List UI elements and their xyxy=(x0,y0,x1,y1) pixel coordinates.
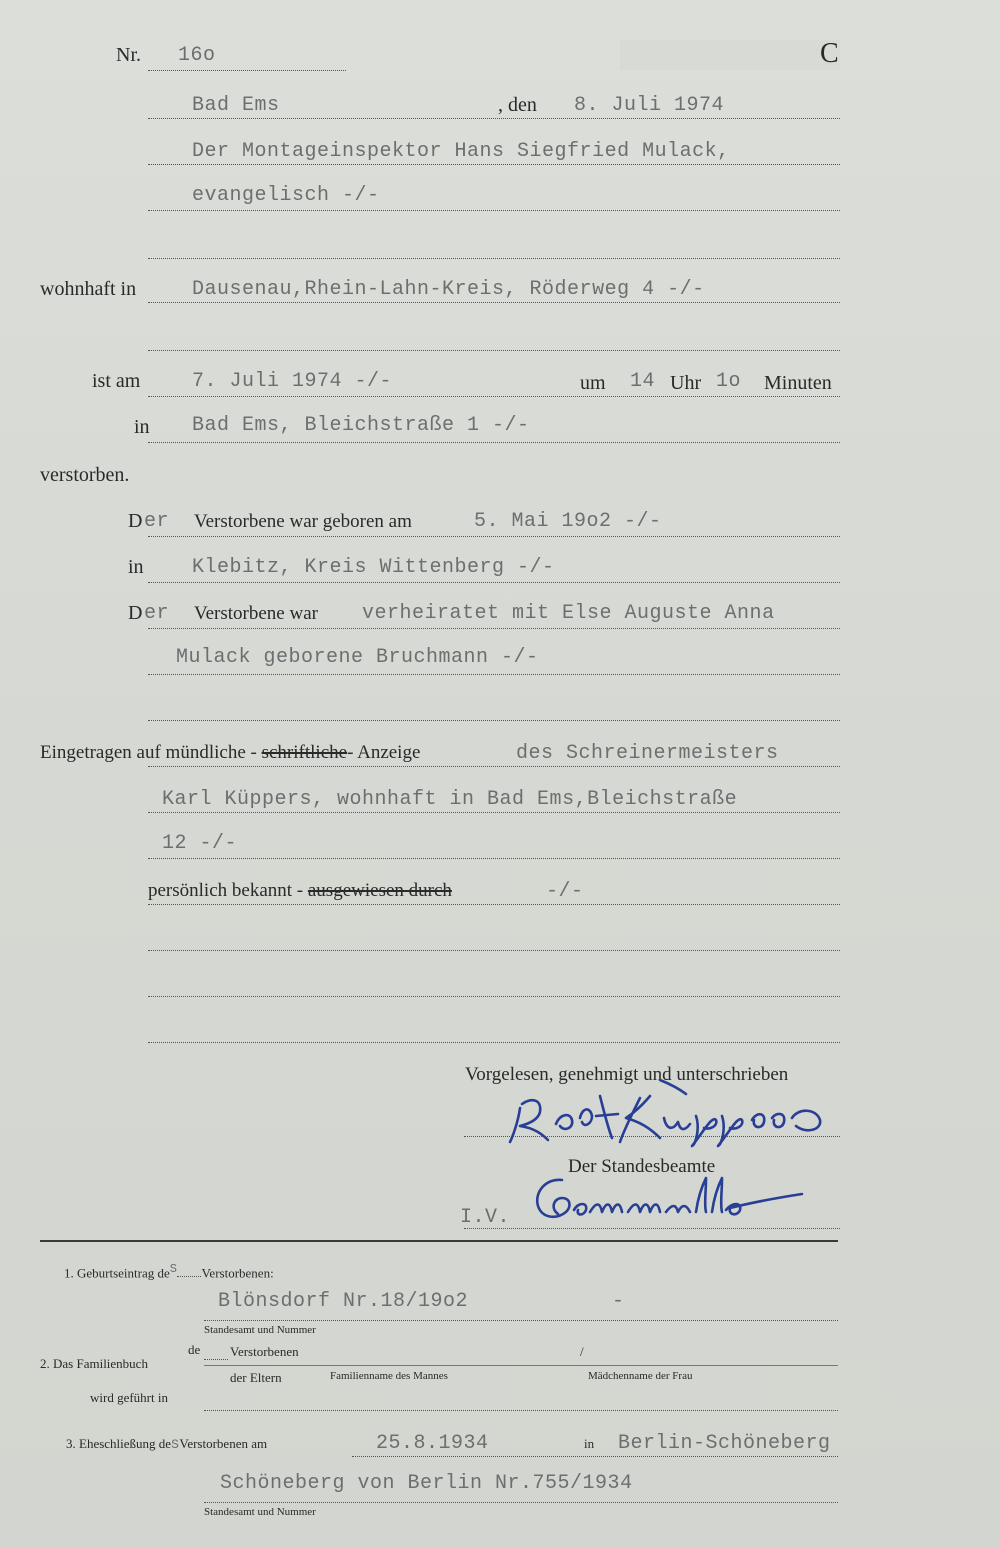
rule xyxy=(148,674,840,675)
footer-item3-label-a: 3. Eheschließung de xyxy=(66,1436,172,1451)
section-separator xyxy=(40,1240,838,1242)
footer-item3-place: Berlin-Schöneberg xyxy=(618,1432,831,1455)
form-letter: C xyxy=(820,38,839,69)
rule xyxy=(204,1320,838,1321)
uhr-label: Uhr xyxy=(670,372,702,394)
marriage-label: Verstorbene war xyxy=(194,603,318,624)
footer-item3-in: in xyxy=(584,1436,595,1451)
minuten-label: Minuten xyxy=(764,372,832,394)
footer-item3-registry: Schöneberg von Berlin Nr.755/1934 xyxy=(220,1472,633,1495)
identity-label xyxy=(148,880,452,902)
registrar-label: Der Standesbeamte xyxy=(568,1156,716,1177)
verstorben-label: verstorben. xyxy=(40,464,130,486)
footer-item1-sup: S xyxy=(169,1262,178,1276)
rule xyxy=(148,996,840,997)
footer-item3-date: 25.8.1934 xyxy=(376,1432,489,1455)
registration-label-part1: Eingetragen auf mündliche - xyxy=(40,742,257,763)
footer-item1-blank xyxy=(177,1276,201,1277)
declarant-line1: Der Montageinspektor Hans Siegfried Mulack, xyxy=(192,140,730,163)
rule xyxy=(204,1359,228,1360)
rule xyxy=(148,258,840,259)
rule xyxy=(148,950,840,951)
registration-label xyxy=(40,742,420,764)
rule xyxy=(148,628,840,629)
footer-item1-value: Blönsdorf Nr.18/19o2 xyxy=(218,1290,469,1313)
footer-item1-label-b: Verstorbenen: xyxy=(201,1265,274,1281)
rule xyxy=(352,1456,838,1457)
registration-value-line3: 12 -/- xyxy=(162,832,238,855)
bleed-through-shadow xyxy=(620,40,840,70)
footer-item2-caption1: Familienname des Mannes xyxy=(330,1370,448,1382)
date-value: 8. Juli 1974 xyxy=(574,94,725,117)
death-date: 7. Juli 1974 -/- xyxy=(192,370,393,393)
rule xyxy=(204,1502,838,1503)
death-place: Bad Ems, Bleichstraße 1 -/- xyxy=(192,414,530,437)
registration-value-line2: Karl Küppers, wohnhaft in Bad Ems,Bleichstraße xyxy=(162,788,738,811)
footer-item1-dash: - xyxy=(612,1290,625,1313)
birth-prefix-typed: er xyxy=(144,510,170,533)
birth-prefix: D xyxy=(128,510,143,532)
signature-registrar xyxy=(526,1168,816,1232)
signature-declarant xyxy=(500,1068,840,1148)
rule xyxy=(148,1042,840,1043)
footer-item2-caption2: Mädchenname der Frau xyxy=(588,1370,693,1382)
marriage-value-line1: verheiratet mit Else Auguste Anna xyxy=(362,602,775,625)
death-in-label: in xyxy=(134,416,150,438)
residence-label: wohnhaft in xyxy=(40,278,137,300)
registration-value-line1: des Schreinermeisters xyxy=(516,742,779,765)
rule xyxy=(148,350,840,351)
rule xyxy=(148,582,840,583)
rule xyxy=(148,302,840,303)
footer-item1-caption: Standesamt und Nummer xyxy=(204,1324,316,1336)
den-label: , den xyxy=(498,94,537,116)
rule xyxy=(148,720,840,721)
rule xyxy=(148,442,840,443)
marriage-prefix: D xyxy=(128,602,143,624)
rule xyxy=(148,858,840,859)
footer-item2-slash: / xyxy=(580,1344,584,1359)
registration-label-struck: schriftliche xyxy=(261,742,348,763)
nr-label: Nr. xyxy=(116,44,141,66)
marriage-value-line2: Mulack geborene Bruchmann -/- xyxy=(176,646,539,669)
rule xyxy=(148,210,840,211)
footer-item2-verstorbenen: Verstorbenen xyxy=(230,1344,299,1359)
footer-item3-caption: Standesamt und Nummer xyxy=(204,1506,316,1518)
birth-in-label: in xyxy=(128,556,144,578)
death-minutes: 1o xyxy=(716,370,742,393)
birth-place: Klebitz, Kreis Wittenberg -/- xyxy=(192,556,555,579)
rule xyxy=(148,118,840,119)
footer-item3-label-b: Verstorbenen am xyxy=(179,1436,268,1451)
footer-item1-label-a: 1. Geburtseintrag de xyxy=(64,1265,170,1281)
identity-label-struck: ausgewiesen durch xyxy=(307,880,452,901)
rule xyxy=(148,536,840,537)
nr-value: 16o xyxy=(178,44,216,67)
declarant-line2: evangelisch -/- xyxy=(192,184,380,207)
footer-item2-label-a: 2. Das Familienbuch xyxy=(40,1356,148,1371)
rule xyxy=(148,164,840,165)
footer-item3-label xyxy=(66,1436,267,1452)
rule xyxy=(148,812,840,813)
rule xyxy=(204,1410,838,1411)
rule xyxy=(148,904,840,905)
footer-item1-label xyxy=(64,1262,274,1281)
rule xyxy=(148,396,840,397)
rule xyxy=(148,766,840,767)
um-label: um xyxy=(580,372,606,394)
ist-am-label: ist am xyxy=(92,370,141,392)
footer-item2-label-b: wird geführt in xyxy=(90,1390,168,1405)
footer-item3-sup: S xyxy=(171,1437,180,1452)
residence-value: Dausenau,Rhein-Lahn-Kreis, Röderweg 4 -/- xyxy=(192,278,705,301)
death-hour: 14 xyxy=(630,370,656,393)
identity-value: -/- xyxy=(546,880,584,903)
birth-date: 5. Mai 19o2 -/- xyxy=(474,510,662,533)
nr-line xyxy=(148,70,346,71)
rule xyxy=(204,1365,838,1366)
identity-label-part1: persönlich bekannt - xyxy=(148,880,304,901)
footer-item2-eltern: der Eltern xyxy=(230,1370,282,1385)
birth-label: Verstorbene war geboren am xyxy=(194,511,412,532)
registration-label-part2: - Anzeige xyxy=(347,742,421,763)
iv-label: I.V. xyxy=(460,1206,511,1229)
place-value: Bad Ems xyxy=(192,94,280,117)
read-approved-label: Vorgelesen, genehmigt und unterschrieben xyxy=(465,1064,789,1085)
footer-item2-de: de xyxy=(188,1342,201,1357)
marriage-prefix-typed: er xyxy=(144,602,170,625)
